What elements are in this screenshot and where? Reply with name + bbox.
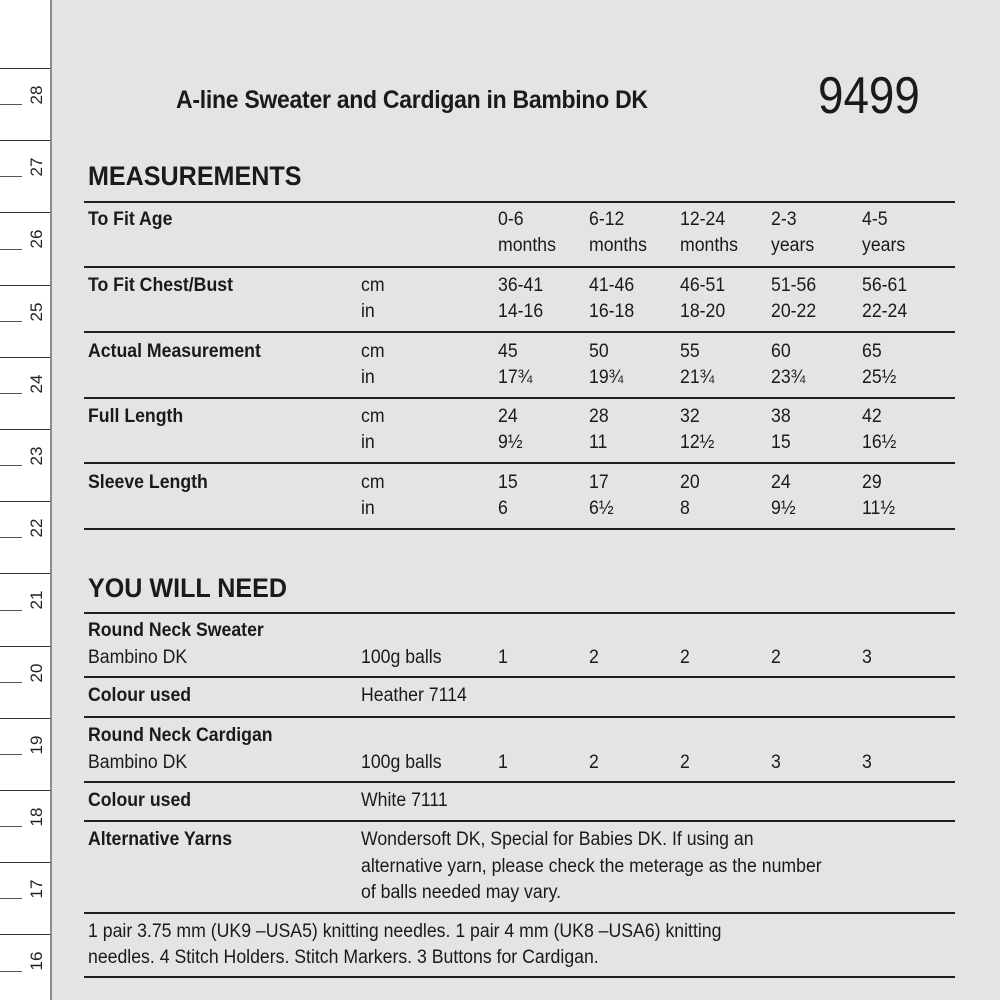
value-in: 17¾ [498, 367, 533, 388]
value-cm: 50 [589, 341, 609, 362]
ruler-line [0, 140, 50, 141]
unit-cm: cm [361, 472, 385, 493]
divider [84, 912, 955, 914]
ruler-line [0, 934, 50, 935]
value-cm: 65 [862, 341, 882, 362]
value-in: 19¾ [589, 367, 624, 388]
value-in: 25½ [862, 367, 897, 388]
divider [84, 266, 955, 268]
value-cm: 51-56 [771, 275, 817, 296]
value-cm: 55 [680, 341, 700, 362]
value-in: 23¾ [771, 367, 806, 388]
ruler-line [0, 646, 50, 647]
ruler-line [0, 573, 50, 574]
measurement-label: To Fit Chest/Bust [88, 275, 233, 296]
ruler-label: 27 [27, 157, 46, 177]
value-in: 16½ [862, 432, 897, 453]
value-in: 6 [498, 498, 508, 519]
divider [84, 331, 955, 333]
divider [84, 976, 955, 978]
value-in: 11 [589, 432, 608, 453]
ball-count: 2 [680, 752, 690, 773]
measurement-label: Sleeve Length [88, 472, 208, 493]
ball-count: 3 [862, 647, 872, 668]
ruler-tick [0, 754, 22, 755]
ball-count: 3 [862, 752, 872, 773]
divider [84, 676, 955, 678]
value-in: 9½ [771, 498, 796, 519]
age-range: 12-24 [680, 209, 726, 230]
ruler-tick [0, 393, 22, 394]
unit-in: in [361, 498, 375, 519]
age-unit: years [862, 235, 906, 256]
value-in: 9½ [498, 432, 523, 453]
ruler-label: 20 [27, 663, 46, 683]
alternative-yarns-line: Wondersoft DK, Special for Babies DK. If using an [361, 829, 754, 850]
ruler-tick [0, 249, 22, 250]
age-range: 0-6 [498, 209, 524, 230]
measurements-heading: MEASUREMENTS [88, 161, 302, 191]
ruler-label: 19 [27, 735, 46, 755]
age-range: 6-12 [589, 209, 625, 230]
alternative-yarns-label: Alternative Yarns [88, 829, 233, 850]
ruler-tick [0, 826, 22, 827]
ruler-tick [0, 465, 22, 466]
ruler-tick [0, 321, 22, 322]
cardigan-yarn: Bambino DK [88, 752, 188, 773]
ruler-tick [0, 610, 22, 611]
value-cm: 42 [862, 406, 882, 427]
value-cm: 41-46 [589, 275, 635, 296]
unit-cm: cm [361, 406, 385, 427]
ruler-label: 22 [27, 518, 46, 538]
value-in: 6½ [589, 498, 614, 519]
divider [84, 781, 955, 783]
age-range: 4-5 [862, 209, 888, 230]
ruler-label: 23 [27, 446, 46, 466]
value-cm: 24 [498, 406, 518, 427]
sweater-unit: 100g balls [361, 647, 442, 668]
divider [84, 201, 955, 203]
age-unit: months [680, 235, 738, 256]
value-in: 11½ [862, 498, 896, 519]
ruler-label: 16 [27, 951, 46, 971]
ruler-label: 24 [27, 374, 46, 394]
cardigan-title: Round Neck Cardigan [88, 725, 273, 746]
ruler-tick [0, 898, 22, 899]
ruler-label: 21 [27, 590, 46, 610]
divider [84, 462, 955, 464]
ruler-tick [0, 537, 22, 538]
ruler-line [0, 357, 50, 358]
ruler-label: 26 [27, 229, 46, 249]
ruler-label: 25 [27, 302, 46, 322]
age-label: To Fit Age [88, 209, 173, 230]
unit-in: in [361, 301, 375, 322]
measurement-label: Actual Measurement [88, 341, 261, 362]
divider [84, 612, 955, 614]
value-cm: 15 [498, 472, 518, 493]
cardigan-unit: 100g balls [361, 752, 442, 773]
ball-count: 2 [680, 647, 690, 668]
value-cm: 45 [498, 341, 518, 362]
ball-count: 2 [771, 647, 781, 668]
cardigan-colour: White 7111 [361, 790, 448, 811]
divider [84, 820, 955, 822]
value-in: 8 [680, 498, 690, 519]
ruler-tick [0, 682, 22, 683]
ruler-tick [0, 971, 22, 972]
notions-line: 1 pair 3.75 mm (UK9 –USA5) knitting needles. 1 pair 4 mm (UK8 –USA6) knitting [88, 921, 722, 942]
ruler-line [0, 429, 50, 430]
sweater-colour-label: Colour used [88, 685, 192, 706]
divider [84, 397, 955, 399]
ruler-label: 28 [27, 85, 46, 105]
ruler-line [0, 862, 50, 863]
ruler-line [0, 68, 50, 69]
value-cm: 20 [680, 472, 700, 493]
age-unit: months [498, 235, 556, 256]
measuring-ruler [0, 0, 52, 1000]
age-unit: months [589, 235, 647, 256]
value-in: 22-24 [862, 301, 908, 322]
age-unit: years [771, 235, 815, 256]
ruler-line [0, 212, 50, 213]
value-in: 12½ [680, 432, 715, 453]
alternative-yarns-line: of balls needed may vary. [361, 882, 562, 903]
value-cm: 46-51 [680, 275, 726, 296]
ruler-line [0, 790, 50, 791]
divider [84, 716, 955, 718]
value-in: 18-20 [680, 301, 726, 322]
sweater-colour: Heather 7114 [361, 685, 467, 706]
pattern-title: A-line Sweater and Cardigan in Bambino DK [176, 86, 648, 114]
ball-count: 1 [498, 647, 508, 668]
unit-cm: cm [361, 341, 385, 362]
sweater-title: Round Neck Sweater [88, 620, 264, 641]
value-cm: 60 [771, 341, 791, 362]
ball-count: 1 [498, 752, 508, 773]
divider [84, 528, 955, 530]
value-in: 21¾ [680, 367, 715, 388]
value-cm: 28 [589, 406, 609, 427]
value-cm: 56-61 [862, 275, 908, 296]
value-in: 16-18 [589, 301, 635, 322]
value-cm: 29 [862, 472, 882, 493]
you-will-need-heading: YOU WILL NEED [88, 573, 288, 603]
measurement-label: Full Length [88, 406, 184, 427]
ball-count: 3 [771, 752, 781, 773]
pattern-number: 9499 [818, 67, 920, 125]
ruler-label: 18 [27, 807, 46, 827]
sweater-yarn: Bambino DK [88, 647, 188, 668]
value-in: 14-16 [498, 301, 544, 322]
age-range: 2-3 [771, 209, 797, 230]
value-cm: 17 [589, 472, 609, 493]
value-cm: 38 [771, 406, 791, 427]
value-in: 20-22 [771, 301, 817, 322]
ball-count: 2 [589, 647, 599, 668]
ruler-label: 17 [27, 879, 46, 899]
alternative-yarns-line: alternative yarn, please check the meterage as the number [361, 856, 822, 877]
cardigan-colour-label: Colour used [88, 790, 192, 811]
value-cm: 24 [771, 472, 791, 493]
unit-in: in [361, 367, 375, 388]
unit-cm: cm [361, 275, 385, 296]
ruler-line [0, 718, 50, 719]
ruler-line [0, 501, 50, 502]
ruler-line [0, 285, 50, 286]
notions-line: needles. 4 Stitch Holders. Stitch Markers. 3 Buttons for Cardigan. [88, 947, 599, 968]
value-cm: 36-41 [498, 275, 544, 296]
ball-count: 2 [589, 752, 599, 773]
ruler-tick [0, 176, 22, 177]
value-cm: 32 [680, 406, 700, 427]
unit-in: in [361, 432, 375, 453]
value-in: 15 [771, 432, 791, 453]
ruler-tick [0, 104, 22, 105]
